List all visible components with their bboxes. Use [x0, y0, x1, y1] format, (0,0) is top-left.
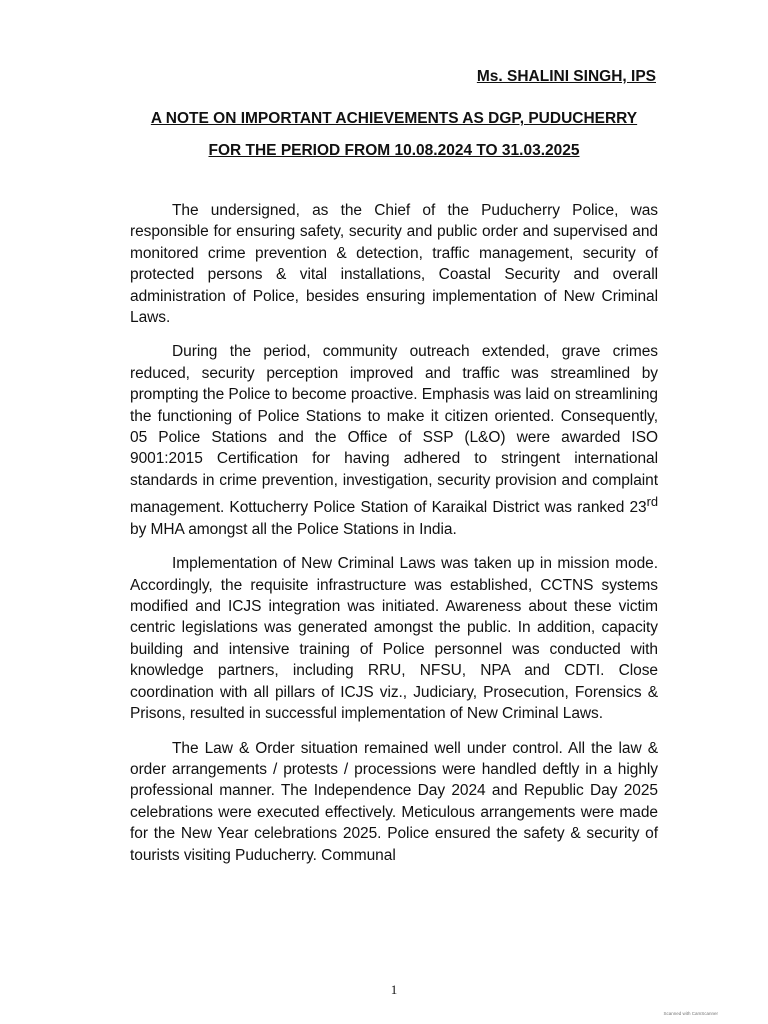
ordinal-superscript: rd — [646, 494, 658, 510]
author-name: Ms. SHALINI SINGH, IPS — [476, 68, 656, 85]
scanner-watermark: Scanned with CamScanner — [663, 1011, 718, 1016]
document-title-line-2: FOR THE PERIOD FROM 10.08.2024 TO 31.03.2025 — [208, 142, 580, 159]
paragraph-4: The Law & Order situation remained well under control. All the law & order arrangements / protests / processions were handled deftly in a highly professional manner. The Independence Day 2024 and Republic Day 2025 celebrations were executed effectively. Meticulous arrangements were made for the New Year celebrations 2025. Police ensured the safety & security of tourists visiting Puducherry. Communal — [130, 739, 658, 864]
document-title-line-1: A NOTE ON IMPORTANT ACHIEVEMENTS AS DGP, PUDUCHERRY — [150, 110, 638, 127]
document-body — [130, 200, 658, 879]
paragraph-1: The undersigned, as the Chief of the Puducherry Police, was responsible for ensuring safety, security and public order and supervised and monitored crime prevention & detection, traffic management, security of protected persons & vital installations, Coastal Security and overall administration of Police, besides ensuring implementation of New Criminal Laws. — [130, 202, 658, 327]
paragraph-2 — [130, 341, 658, 540]
paragraph-3: Implementation of New Criminal Laws was taken up in mission mode. Accordingly, the requisite infrastructure was established, CCTNS systems modified and ICJS integration was initiated. Awareness about these victim centric legislations was generated amongst the public. In addition, capacity building and intensive training of Police personnel was conducted with knowledge partners, including RRU, NFSU, NPA and CDTI. Close coordination with all pillars of ICJS viz., Judiciary, Prosecution, Forensics & Prisons, resulted in successful implementation of New Criminal Laws. — [130, 555, 658, 723]
page-number: 1 — [390, 982, 398, 997]
paragraph-2-text-before: During the period, community outreach extended, grave crimes reduced, security perception improved and traffic was streamlined by prompting the Police to become proactive. Emphasis was laid on streamlining the functioning of Police Stations to make it citizen oriented. Consequently, 05 Police Stations and the Office of SSP (L&O) were awarded ISO 9001:2015 Certification for having adhered to stringent international standards in crime prevention, investigation, security provision and complaint management. Kottucherry Police Station of Karaikal District was ranked 23 — [130, 343, 658, 517]
paragraph-2-text-after: by MHA amongst all the Police Stations in India. — [130, 520, 457, 538]
